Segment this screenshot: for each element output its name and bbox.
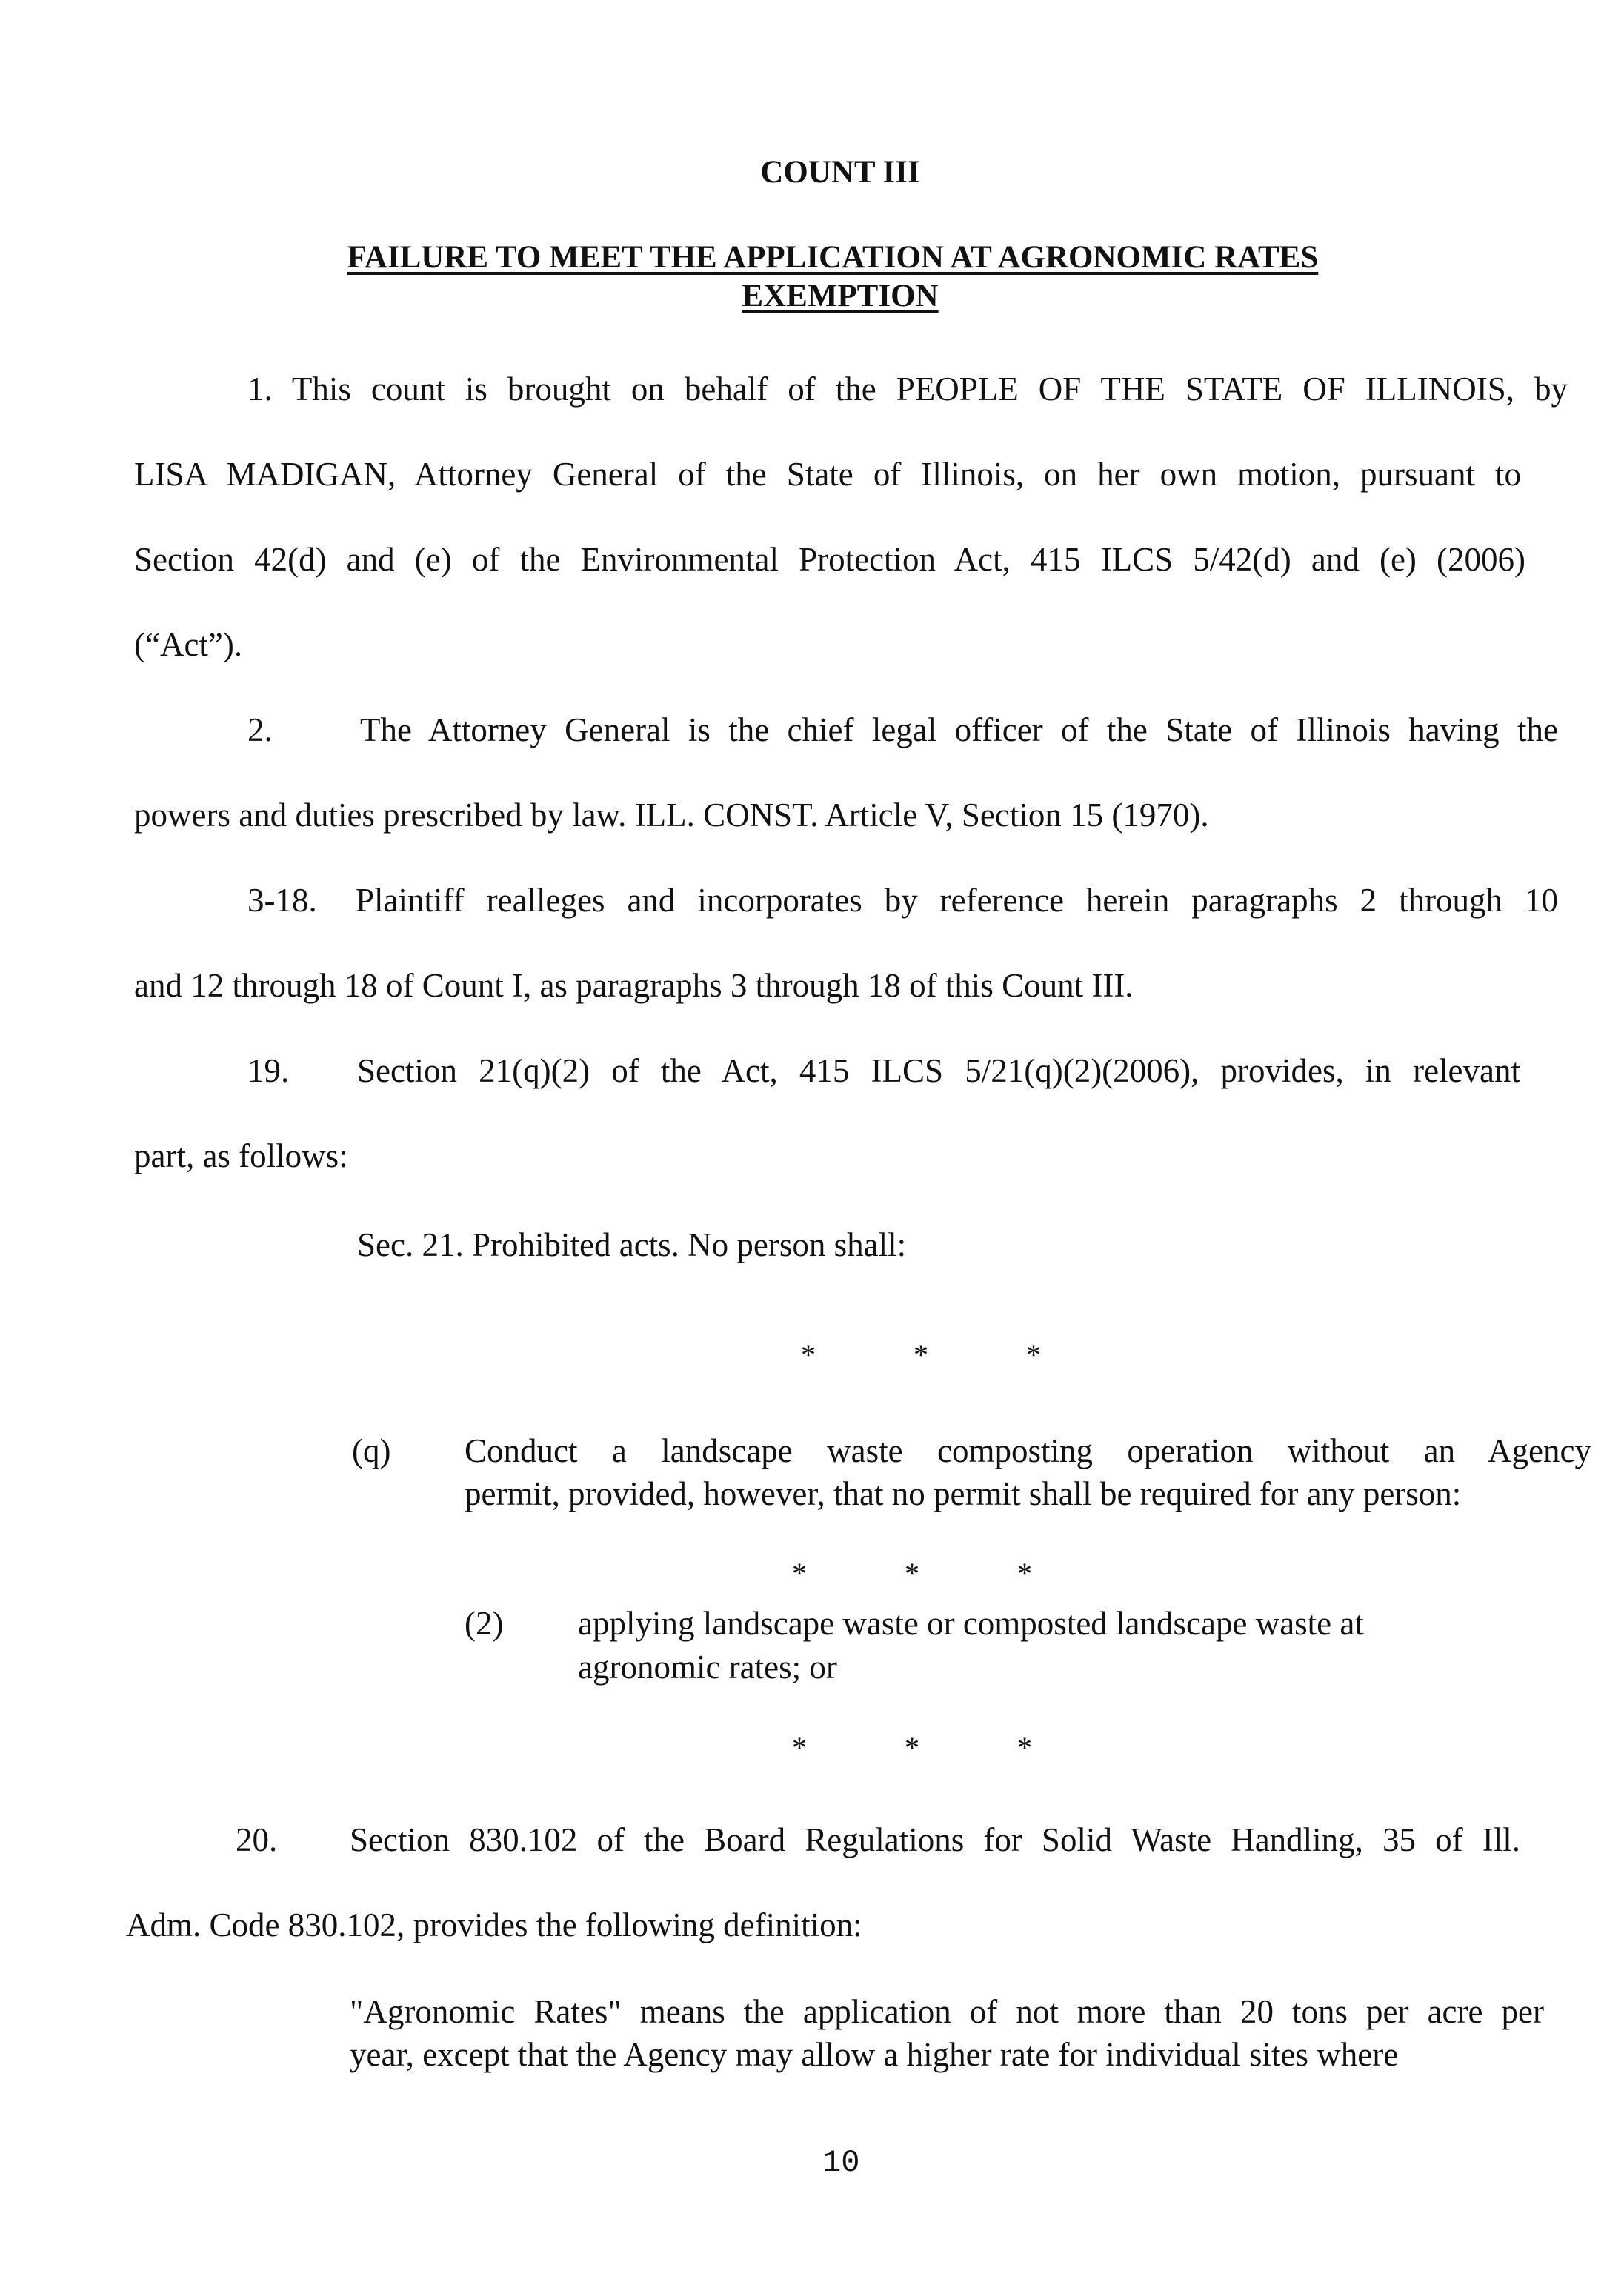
p3-number: 3-18. — [247, 882, 317, 919]
p1-line1: 1. This count is brought on behalf of the PEOPLE OF THE STATE OF ILLINOIS, by — [247, 370, 1568, 408]
ellipsis-stars-3 — [743, 1730, 1081, 1765]
p3-line2: and 12 through 18 of Count I, as paragraphs 3 through 18 of this Count III. — [134, 967, 1134, 1004]
page-number: 10 — [822, 2145, 860, 2181]
ellipsis-stars-2 — [743, 1556, 1081, 1591]
star: * — [905, 1731, 919, 1764]
definition-line2: year, except that the Agency may allow a higher rate for individual sites where — [350, 2036, 1399, 2073]
star: * — [801, 1338, 816, 1371]
star: * — [1017, 1731, 1032, 1764]
p19-line2: part, as follows: — [134, 1137, 348, 1174]
count-heading-line2: EXEMPTION — [742, 279, 939, 313]
item2-line1: applying landscape waste or composted landscape waste at — [578, 1605, 1364, 1642]
p1-line2: LISA MADIGAN, Attorney General of the State of Illinois, on her own motion, pursuant to — [134, 456, 1521, 493]
star: * — [1017, 1557, 1032, 1590]
star: * — [914, 1338, 928, 1371]
count-title: COUNT III — [760, 155, 920, 190]
ellipsis-stars-1 — [752, 1337, 1090, 1372]
p19-number: 19. — [247, 1052, 290, 1089]
p1-line3: Section 42(d) and (e) of the Environmental Protection Act, 415 ILCS 5/42(d) and (e) (2006) — [134, 541, 1525, 578]
star: * — [792, 1731, 807, 1764]
p19-line1: Section 21(q)(2) of the Act, 415 ILCS 5/21(q)(2)(2006), provides, in relevant — [357, 1052, 1520, 1089]
count-heading-line1: FAILURE TO MEET THE APPLICATION AT AGRONOMIC RATES — [347, 240, 1319, 275]
p2-line1: The Attorney General is the chief legal officer of the State of Illinois having the — [360, 711, 1558, 748]
star: * — [1026, 1338, 1041, 1371]
item2-line2: agronomic rates; or — [578, 1649, 837, 1686]
p20-number: 20. — [236, 1821, 278, 1858]
p2-number: 2. — [247, 711, 273, 748]
q-line1: Conduct a landscape waste composting operation without an Agency — [465, 1432, 1591, 1469]
star: * — [905, 1557, 919, 1590]
q-line2: permit, provided, however, that no permit shall be required for any person: — [465, 1475, 1462, 1512]
p20-line1: Section 830.102 of the Board Regulations for Solid Waste Handling, 35 of Ill. — [350, 1821, 1520, 1858]
star: * — [792, 1557, 807, 1590]
q-label: (q) — [352, 1432, 391, 1469]
p20-line2: Adm. Code 830.102, provides the following definition: — [126, 1906, 862, 1943]
p3-line1: Plaintiff realleges and incorporates by reference herein paragraphs 2 through 10 — [356, 882, 1558, 919]
p2-line2: powers and duties prescribed by law. ILL. CONST. Article V, Section 15 (1970). — [134, 797, 1209, 834]
item2-label: (2) — [465, 1605, 504, 1642]
definition-line1: "Agronomic Rates" means the application of not more than 20 tons per acre per — [350, 1993, 1544, 2030]
p1-line4: (“Act”). — [134, 626, 243, 663]
sec21-heading: Sec. 21. Prohibited acts. No person shall: — [357, 1226, 907, 1263]
